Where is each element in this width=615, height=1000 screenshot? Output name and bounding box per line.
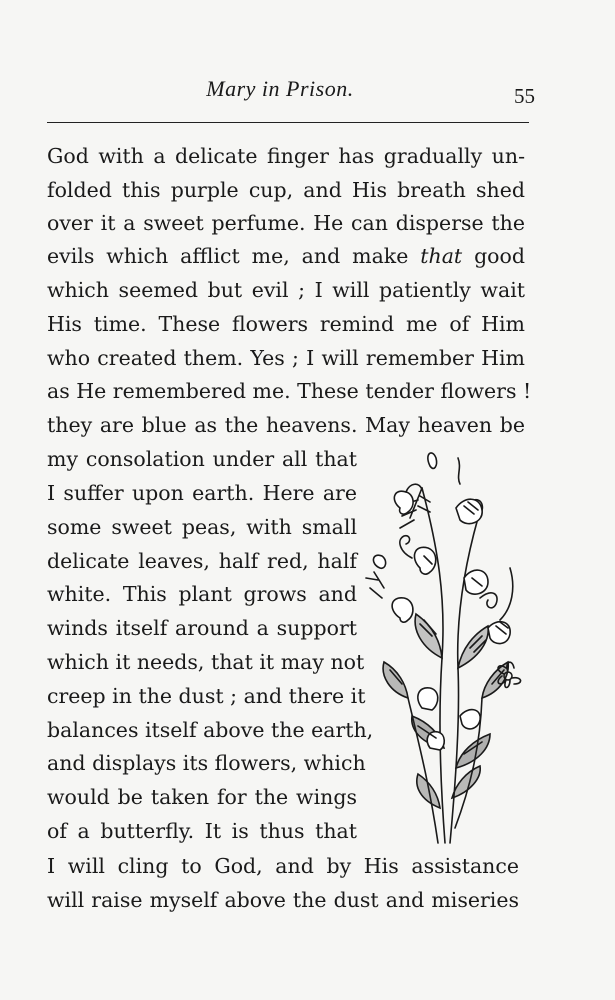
sweet-pea-illustration [360,448,530,848]
text-line-4 [47,246,525,267]
text-line-8: as He remembered me. These tender flowers ! [47,379,532,403]
text-line-12: some sweet peas, with small [47,515,357,539]
text-line-15: winds itself around a support [47,616,357,640]
text-line-11: I suffer upon earth. Here are [47,481,357,505]
text-line-6: His time. These flowers remind me of Him [47,312,525,336]
text-line-23: will raise myself above the dust and miseries [47,888,519,912]
text-line-7: who created them. Yes ; I will remember Him [47,346,525,370]
running-title: Mary in Prison. [206,76,354,101]
text-line-10: my consolation under all that [47,447,357,471]
text-line-17: creep in the dust ; and there it [47,684,366,708]
text-line-14: white. This plant grows and [47,582,357,606]
page-number: 55 [514,84,535,108]
text-line-19: and displays its flowers, which [47,751,366,775]
header-rule [47,122,529,123]
text-line-1: God with a delicate finger has gradually un- [47,144,525,168]
text-line-22: I will cling to God, and by His assistance [47,854,519,878]
text-line-4-tail: good [462,244,525,268]
text-line-20: would be taken for the wings [47,785,357,809]
text-line-16: which it needs, that it may not [47,650,365,674]
text-line-3: over it a sweet perfume. He can disperse the [47,211,525,235]
text-line-13: delicate leaves, half red, half [47,549,357,573]
sweet-pea-flowers-icon [360,448,530,848]
text-line-21: of a butterfly. It is thus that [47,819,357,843]
text-line-9: they are blue as the heavens. May heaven be [47,413,525,437]
text-line-4-head: evils which afflict me, and make [47,244,421,268]
text-line-18: balances itself above the earth, [47,718,374,742]
text-line-2: folded this purple cup, and His breath shed [47,178,525,202]
text-line-5: which seemed but evil ; I will patiently wait [47,278,525,302]
emphasis-that: that [420,244,463,268]
